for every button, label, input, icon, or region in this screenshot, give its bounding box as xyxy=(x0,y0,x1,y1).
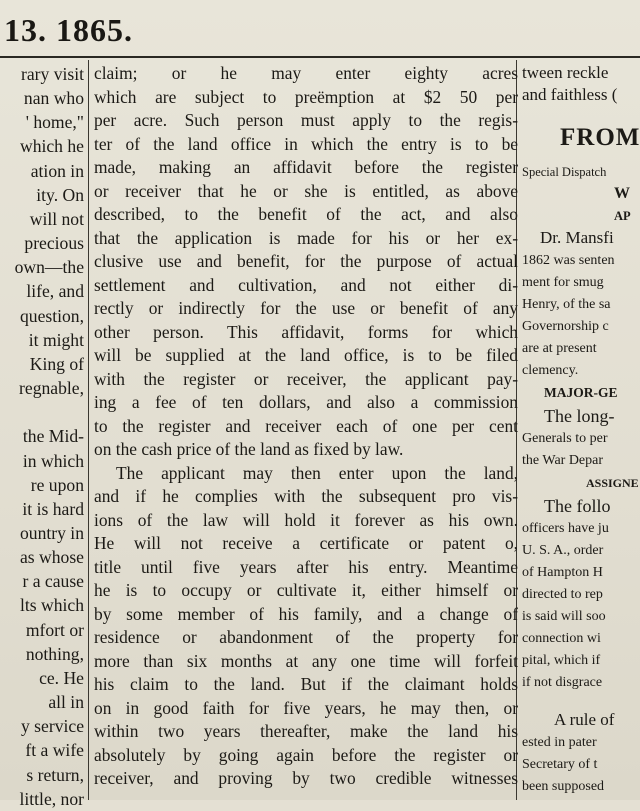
dispatch-label: Special Dispatch xyxy=(522,165,607,179)
article-line: which are subject to preëmption at $2 50 per xyxy=(94,86,518,107)
left-line: will not xyxy=(29,208,84,229)
left-line: precious xyxy=(24,233,84,254)
left-line: mfort or xyxy=(25,619,84,640)
left-line: little, nor xyxy=(19,788,84,809)
paragraph-1 xyxy=(94,62,518,462)
article-line: more than six months at any one time will forfeit xyxy=(94,650,518,671)
left-line: ation in xyxy=(30,160,84,181)
left-line: the Mid- xyxy=(22,426,84,447)
right-line: Henry, of the sa xyxy=(522,297,611,312)
middle-column-article xyxy=(94,62,518,791)
right-line: tween reckle xyxy=(522,63,609,82)
left-line xyxy=(0,400,84,424)
right-line: directed to rep xyxy=(522,587,603,602)
left-column xyxy=(0,62,84,811)
article-line: per acre. Such person must apply to the regis- xyxy=(94,110,518,130)
left-line: lts which xyxy=(19,595,84,616)
left-line: r a cause xyxy=(22,571,84,592)
article-line: residence or abandonment of the property for xyxy=(94,627,518,647)
left-line: life, and xyxy=(26,281,84,302)
header-rule xyxy=(0,56,640,58)
left-line: own—the xyxy=(14,257,84,278)
issue-date: 13. 1865. xyxy=(4,12,133,48)
article-line: made, making an affidavit before the register xyxy=(94,157,518,177)
left-line: ' home," xyxy=(25,112,84,133)
dateline-ap: AP xyxy=(614,209,631,223)
right-line: pital, which if xyxy=(522,653,601,668)
article-line: other person. This affidavit, forms for which xyxy=(94,321,518,342)
right-line: clemency. xyxy=(522,363,579,378)
article-line: by some member of his family, and a change of xyxy=(94,603,518,624)
left-line: s return, xyxy=(26,764,84,785)
column-divider-left xyxy=(88,60,89,800)
subheading: ASSIGNE xyxy=(586,476,639,490)
right-line: connection wi xyxy=(522,631,601,646)
article-line: will be supplied at the land office, is to be filed xyxy=(94,345,518,365)
left-line: it might xyxy=(28,329,84,350)
left-line: King of xyxy=(29,353,84,374)
left-line: all in xyxy=(48,692,84,713)
right-line: are at present xyxy=(522,341,597,356)
article-line: settlement and cultivation, and not either di- xyxy=(94,274,518,295)
article-line: his claim to the land. But if the claimant holds xyxy=(94,674,518,694)
left-line: ity. On xyxy=(36,184,84,205)
right-line: Governorship c xyxy=(522,319,609,334)
left-line: ountry in xyxy=(19,522,84,543)
left-line: it is hard xyxy=(22,498,84,519)
article-line: on the cash price of the land as fixed by law. xyxy=(94,439,404,459)
paragraph-2 xyxy=(94,462,518,791)
left-line: regnable, xyxy=(19,378,84,399)
section-heading: FROM xyxy=(560,124,640,151)
right-line: and faithless ( xyxy=(522,85,618,104)
left-line: y service xyxy=(20,716,84,737)
right-column xyxy=(522,62,640,798)
article-line: He will not receive a certificate or patent o, xyxy=(94,533,518,553)
left-line: in which xyxy=(22,450,84,471)
article-line: and if he complies with the subsequent pro vis- xyxy=(94,486,518,506)
right-line: ment for smug xyxy=(522,275,604,290)
right-line: if not disgrace xyxy=(522,675,603,690)
article-line: within two years thereafter, make the land his xyxy=(94,721,518,741)
article-line: ions of the law will hold it forever as his own. xyxy=(94,509,518,530)
right-line: been supposed xyxy=(522,779,605,794)
article-line: that the application is made for his or her ex- xyxy=(94,227,518,248)
story-lead: The follo xyxy=(544,496,611,516)
left-line: ft a wife xyxy=(25,740,84,761)
article-line: clusive use and benefit, for the purpose of actual xyxy=(94,251,518,271)
article-line: described, to the benefit of the act, and also xyxy=(94,204,518,224)
right-line: ested in pater xyxy=(522,735,597,750)
right-line: of Hampton H xyxy=(522,565,603,580)
right-line: 1862 was senten xyxy=(522,253,615,268)
left-line: as whose xyxy=(19,547,84,568)
left-line: which he xyxy=(19,136,84,157)
story-lead: Dr. Mansfi xyxy=(540,228,614,247)
article-line: The applicant may then enter upon the land, xyxy=(116,462,518,483)
right-line: the War Depar xyxy=(522,453,604,468)
left-line: rary visit xyxy=(20,64,84,84)
article-line: title until five years after his entry. Meantime xyxy=(94,556,518,577)
article-line: receiver, and proving by two credible witnesses xyxy=(94,768,518,788)
left-line: nothing, xyxy=(25,643,84,664)
left-line: nan who xyxy=(23,88,84,109)
left-line: question, xyxy=(19,305,84,326)
article-line: absolutely by going again before the register or xyxy=(94,744,518,765)
article-line: or receiver that he or she is entitled, as above xyxy=(94,180,518,201)
right-line: U. S. A., order xyxy=(522,543,604,558)
article-line: ter of the land office in which the entry is to be xyxy=(94,133,518,154)
subheading: MAJOR-GE xyxy=(544,385,618,400)
left-line: re upon xyxy=(30,474,84,495)
article-line: he is to occupy or cultivate it, either himself or xyxy=(94,580,518,600)
article-line: to the register and receiver each of one per cent xyxy=(94,415,518,436)
right-line: officers have ju xyxy=(522,521,609,536)
dateline-w: W xyxy=(614,185,630,202)
article-line: rectly or indirectly for the use or benefit of any xyxy=(94,298,518,318)
article-line: ing a fee of ten dollars, and also a commission xyxy=(94,392,518,412)
article-line: claim; or he may enter eighty acres xyxy=(94,63,518,83)
article-line: with the register or receiver, the applicant pay- xyxy=(94,368,518,389)
right-line: is said will soo xyxy=(522,609,606,624)
right-line: Generals to per xyxy=(522,431,608,446)
story-lead: The long- xyxy=(544,406,615,426)
left-line: ce. He xyxy=(39,667,84,688)
story-lead: A rule of xyxy=(554,710,615,729)
article-line: on in good faith for five years, he may then, or xyxy=(94,697,518,718)
right-line: Secretary of t xyxy=(522,757,598,772)
